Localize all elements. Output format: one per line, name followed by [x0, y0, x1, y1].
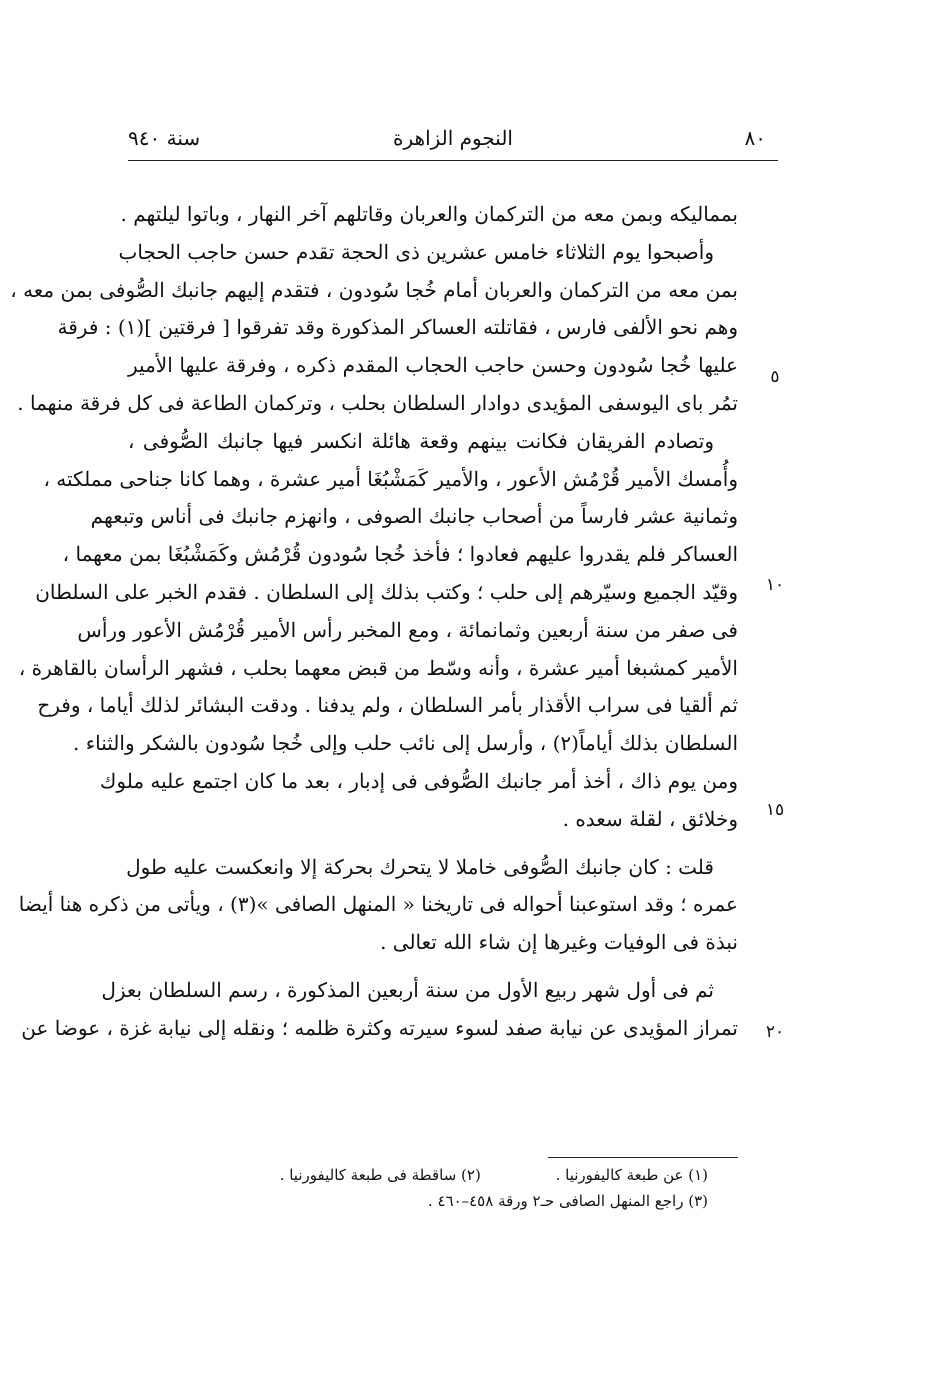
- text-line: ثم فى أول شهر ربيع الأول من سنة أربعين المذكورة ، رسم السلطان بعزل: [101, 977, 714, 1002]
- text-line: وهم نحو الألفى فارس ، فقاتلته العساكر المذكورة وقد تفرقوا [ فرقتين ](١) : فرقة: [57, 315, 738, 340]
- text-line: ومن يوم ذاك ، أخذ أمر جانبك الصُّوفى فى إدبار ، بعد ما كان اجتمع عليه ملوك: [99, 768, 738, 793]
- text-line: بمماليكه وبمن معه من التركمان والعربان وقاتلهم آخر النهار ، وباتوا ليلتهم .: [120, 202, 738, 226]
- line-number-15: ١٥: [765, 800, 785, 820]
- text-line: وتصادم الفريقان فكانت بينهم وقعة هائلة انكسر فيها جانبك الصُّوفى ،: [128, 428, 714, 453]
- text-line: تمراز المؤيدى عن نيابة صفد لسوء سيرته وكثرة ظلمه ؛ ونقله إلى نيابة غزة ، عوضا عن: [21, 1015, 738, 1040]
- line-number-10: ١٠: [765, 575, 785, 595]
- text-line: بمن معه من التركمان والعربان أمام خُجا سُودون ، فتقدم إليهم جانبك الصُّوفى بمن معه ،: [10, 277, 738, 302]
- text-line: ثم ألقيا فى سراب الأقذار بأمر السلطان ، ولم يدفنا . ودقت البشائر لذلك أياما ، وفرح: [37, 693, 738, 718]
- text-line: وأصبحوا يوم الثلاثاء خامس عشرين ذى الحجة تقدم حسن حاجب الحجاب: [118, 239, 714, 264]
- running-title: النجوم الزاهرة: [393, 126, 513, 150]
- text-line: الأمير كمشبغا أمير عشرة ، وأنه وسّط من قبض معهما بحلب ، فشهر الرأسان بالقاهرة ،: [18, 655, 738, 680]
- year-label: سنة ٩٤٠: [128, 126, 201, 150]
- text-line: العساكر فلم يقدروا عليهم فعادوا ؛ فأخذ خُجا سُودون قُرْمُش وكَمَشْبُغَا بمن معهما ،: [62, 542, 738, 567]
- line-number-5: ٥: [770, 367, 780, 387]
- text-line: نبذة فى الوفيات وغيرها إن شاء الله تعالى .: [380, 930, 738, 955]
- main-text: [10, 196, 738, 1048]
- text-line: تمُر باى اليوسفى المؤيدى دوادار السلطان بحلب ، وتركمان الطاعة فى كل فرقة منهما .: [17, 390, 738, 415]
- text-line: قلت : كان جانبك الصُّوفى خاملا لا يتحرك بحركة إلا وانعكست عليه طول: [126, 854, 714, 879]
- text-line: فى صفر من سنة أربعين وثمانمائة ، ومع المخبر رأس الأمير قُرْمُش الأعور ورأس: [77, 617, 738, 642]
- text-line: وقيّد الجميع وسيّرهم إلى حلب ؛ وكتب بذلك إلى السلطان . فقدم الخبر على السلطان: [35, 579, 738, 604]
- footnote-rule: [548, 1157, 738, 1158]
- text-line: عليها خُجا سُودون وحسن حاجب الحجاب المقدم ذكره ، وفرقة عليها الأمير: [128, 353, 738, 378]
- footnote-2: (٢) ساقطة فى طبعة كاليفورنيا .: [279, 1166, 481, 1184]
- page-header: [128, 122, 778, 158]
- text-line: وثمانية عشر فارساً من أصحاب جانبك الصوفى ، وانهزم جانبك فى أناس وتبعهم: [90, 504, 738, 529]
- footnote-1: (١) عن طبعة كاليفورنيا .: [555, 1166, 708, 1184]
- text-line: وخلائق ، لقلة سعده .: [562, 806, 738, 831]
- text-line: عمره ؛ وقد استوعبنا أحواله فى تاريخنا « المنهل الصافى »(٣) ، ويأتى من ذكره هنا أيضا: [18, 892, 738, 917]
- text-line: وأُمسك الأمير قُرْمُش الأعور ، والأمير كَمَشْبُغَا أمير عشرة ، وهما كانا جناحى مملكته ،: [43, 466, 738, 491]
- page-number: ٨٠: [744, 126, 766, 150]
- footnote-3: (٣) راجع المنهل الصافى حـ٢ ورقة ٤٥٨–٤٦٠ .: [427, 1192, 708, 1210]
- footnotes: [128, 1162, 708, 1214]
- text-line: السلطان بذلك أياماً(٢) ، وأرسل إلى نائب حلب وإلى خُجا سُودون بالشكر والثناء .: [73, 731, 738, 756]
- line-number-20: ٢٠: [765, 1022, 785, 1042]
- header-rule: [128, 160, 778, 161]
